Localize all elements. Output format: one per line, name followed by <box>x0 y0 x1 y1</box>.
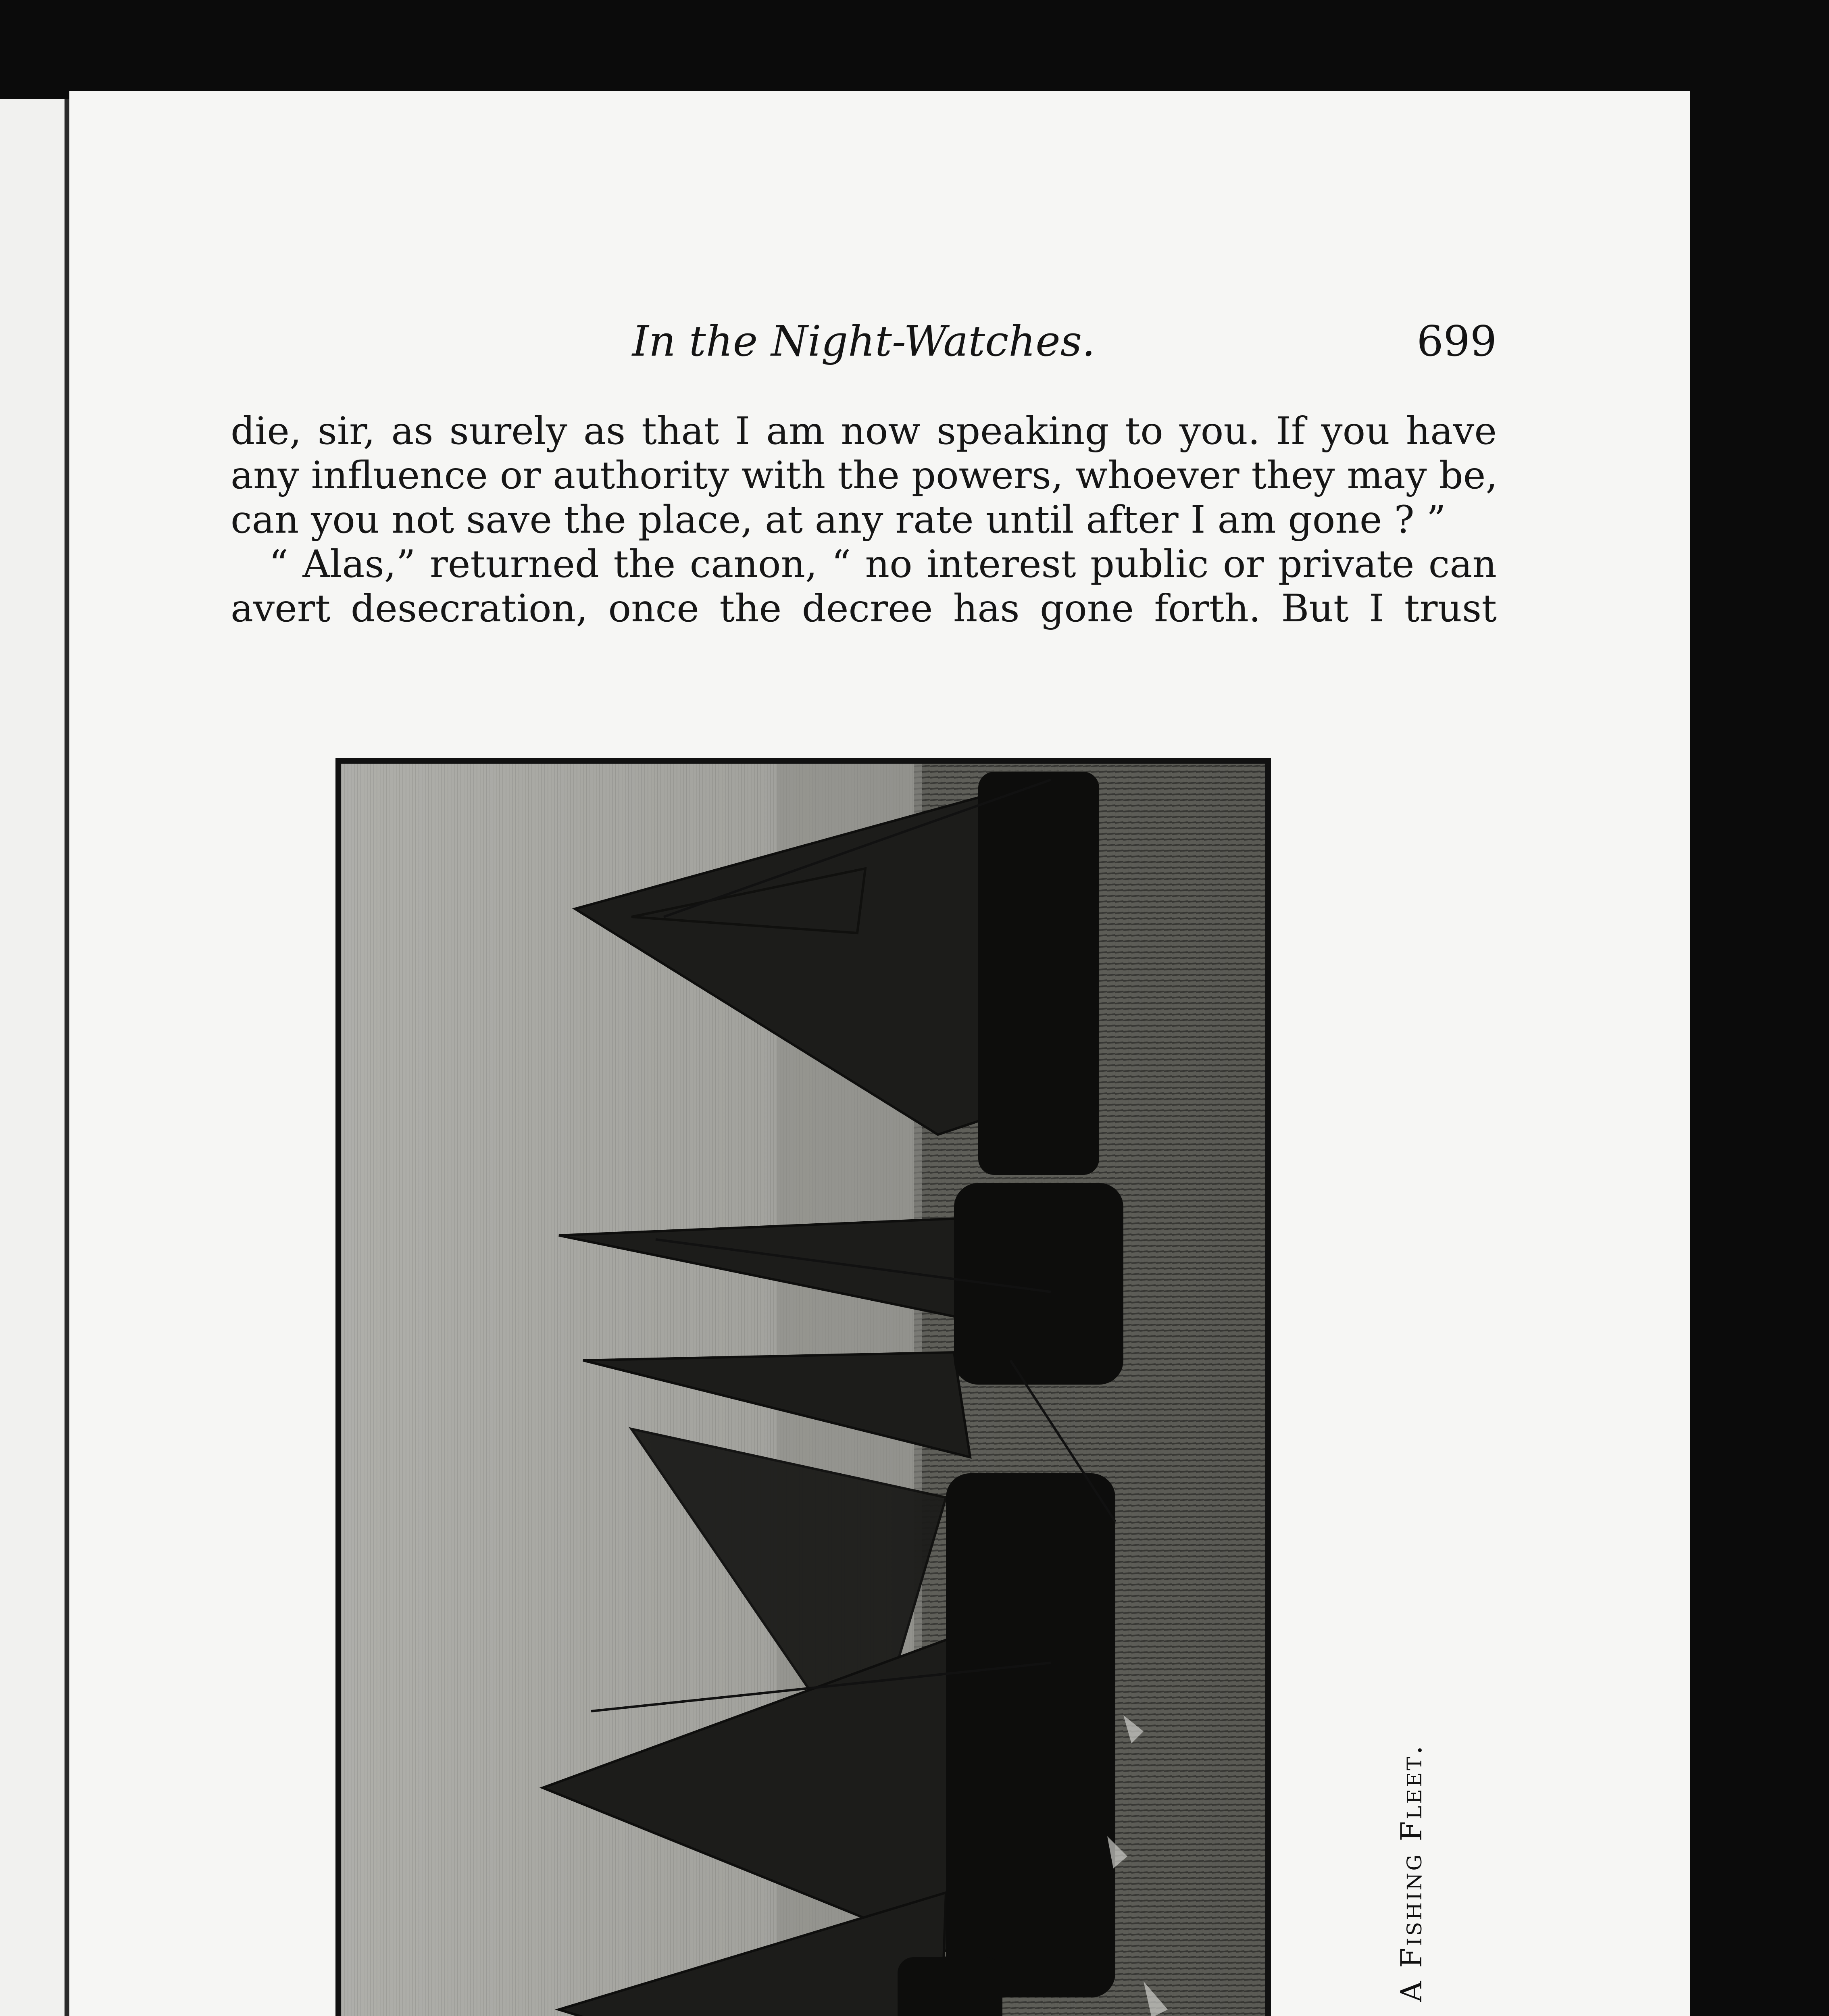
running-head: In the Night-Watches. <box>632 317 1096 366</box>
book-page <box>69 91 1690 2016</box>
facing-page-edge <box>0 99 70 2016</box>
page-number: 699 <box>1417 317 1497 366</box>
page-header <box>231 317 1497 381</box>
text-line: any influence or authority with the powers, whoever they may be, <box>231 454 1498 498</box>
illustration-caption: A Fishing Fleet. <box>1394 1743 1428 2002</box>
text-line: die, sir, as surely as that I am now speaking to you. If you have <box>231 409 1497 453</box>
text-line: “ Alas,” returned the canon, “ no interest public or private can <box>269 542 1497 586</box>
text-line: avert desecration, once the decree has gone forth. But I trust <box>231 587 1497 631</box>
fishing-fleet-illustration <box>335 758 1271 2016</box>
engraving-image <box>341 764 1265 2016</box>
body-text-top <box>231 409 1497 631</box>
text-line: can you not save the place, at any rate until after I am gone ? ” <box>231 498 1446 542</box>
